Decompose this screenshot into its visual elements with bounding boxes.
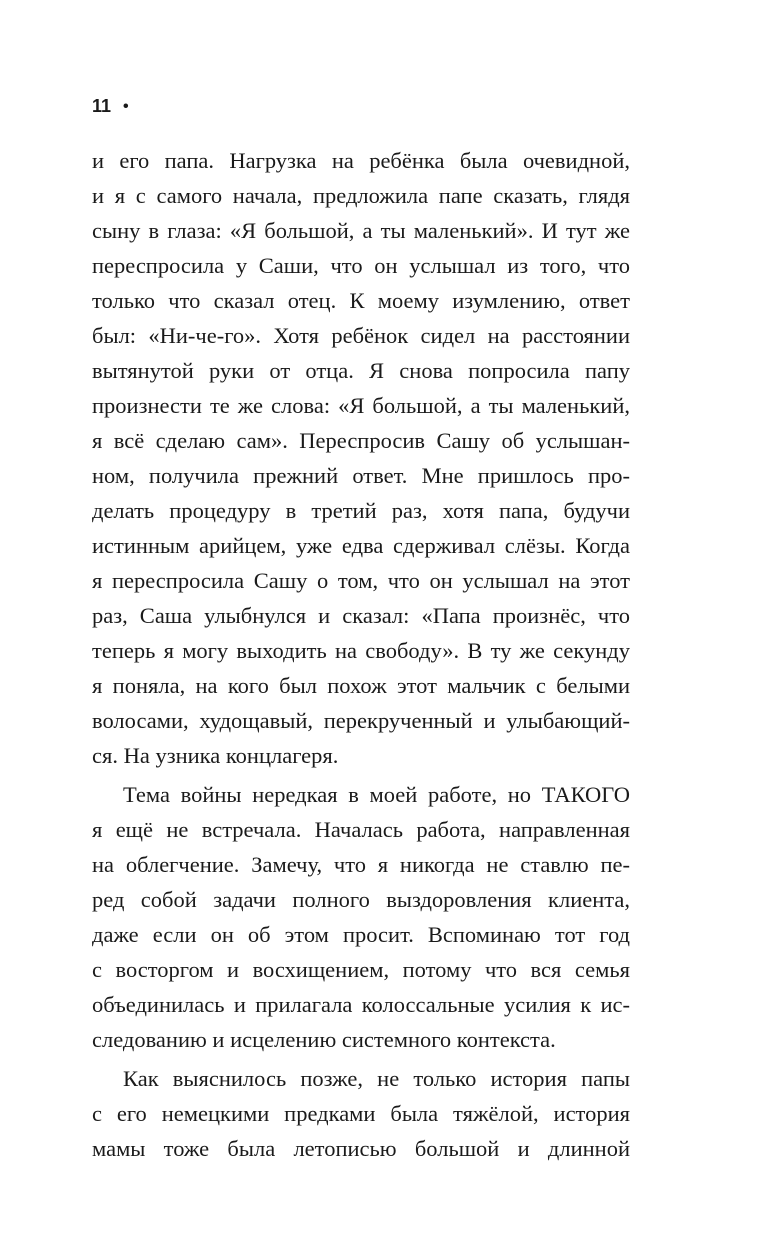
- text-line: только что сказал отец. К моему изумлению, ответ: [92, 288, 630, 313]
- text-line: Как выяснилось позже, не только история папы: [123, 1066, 630, 1091]
- text-line: теперь я могу выходить на свободу». В ту же секунду: [92, 638, 630, 663]
- text-line: и я с самого начала, предложила папе сказать, глядя: [92, 183, 630, 208]
- text-line: мамы тоже была летописью большой и длинной: [92, 1136, 630, 1161]
- text-line: произнести те же слова: «Я большой, а ты маленький,: [92, 393, 630, 418]
- text-line: я переспросила Сашу о том, что он услышал на этот: [92, 568, 630, 593]
- text-line: ном, получила прежний ответ. Мне пришлось про-: [92, 463, 630, 488]
- page-header: [92, 96, 129, 117]
- bullet-icon: •: [123, 97, 129, 115]
- text-line: ся. На узника концлагеря.: [92, 743, 339, 768]
- text-line: и его папа. Нагрузка на ребёнка была очевидной,: [92, 148, 630, 173]
- text-line: истинным арийцем, уже едва сдерживал слёзы. Когда: [92, 533, 630, 558]
- text-line: раз, Саша улыбнулся и сказал: «Папа произнёс, что: [92, 603, 630, 628]
- text-line: волосами, худощавый, перекрученный и улыбающий-: [92, 708, 630, 733]
- text-line: я ещё не встречала. Началась работа, направленная: [92, 817, 630, 842]
- text-line: Тема войны нередкая в моей работе, но ТАКОГО: [123, 782, 630, 807]
- text-line: с восторгом и восхищением, потому что вся семья: [92, 957, 630, 982]
- text-line: вытянутой руки от отца. Я снова попросила папу: [92, 358, 630, 383]
- text-line: даже если он об этом просит. Вспоминаю тот год: [92, 922, 630, 947]
- page-number: 11: [92, 96, 112, 116]
- text-line: я поняла, на кого был похож этот мальчик с белыми: [92, 673, 630, 698]
- text-line: переспросила у Саши, что он услышал из того, что: [92, 253, 630, 278]
- paragraph-3: [92, 1061, 630, 1166]
- text-line: я всё сделаю сам». Переспросив Сашу об услышан-: [92, 428, 630, 453]
- text-line: делать процедуру в третий раз, хотя папа, будучи: [92, 498, 630, 523]
- text-line: ред собой задачи полного выздоровления клиента,: [92, 887, 630, 912]
- text-line: объединилась и прилагала колоссальные усилия к ис-: [92, 992, 630, 1017]
- text-line: с его немецкими предками была тяжёлой, история: [92, 1101, 630, 1126]
- text-line: был: «Ни-че-го». Хотя ребёнок сидел на расстоянии: [92, 323, 630, 348]
- paragraph-1: [92, 143, 630, 773]
- text-line: следованию и исцелению системного контекста.: [92, 1027, 556, 1052]
- paragraph-2: [92, 777, 630, 1057]
- text-line: на облегчение. Замечу, что я никогда не ставлю пе-: [92, 852, 630, 877]
- text-line: сыну в глаза: «Я большой, а ты маленький». И тут же: [92, 218, 630, 243]
- body-text: [92, 143, 630, 1166]
